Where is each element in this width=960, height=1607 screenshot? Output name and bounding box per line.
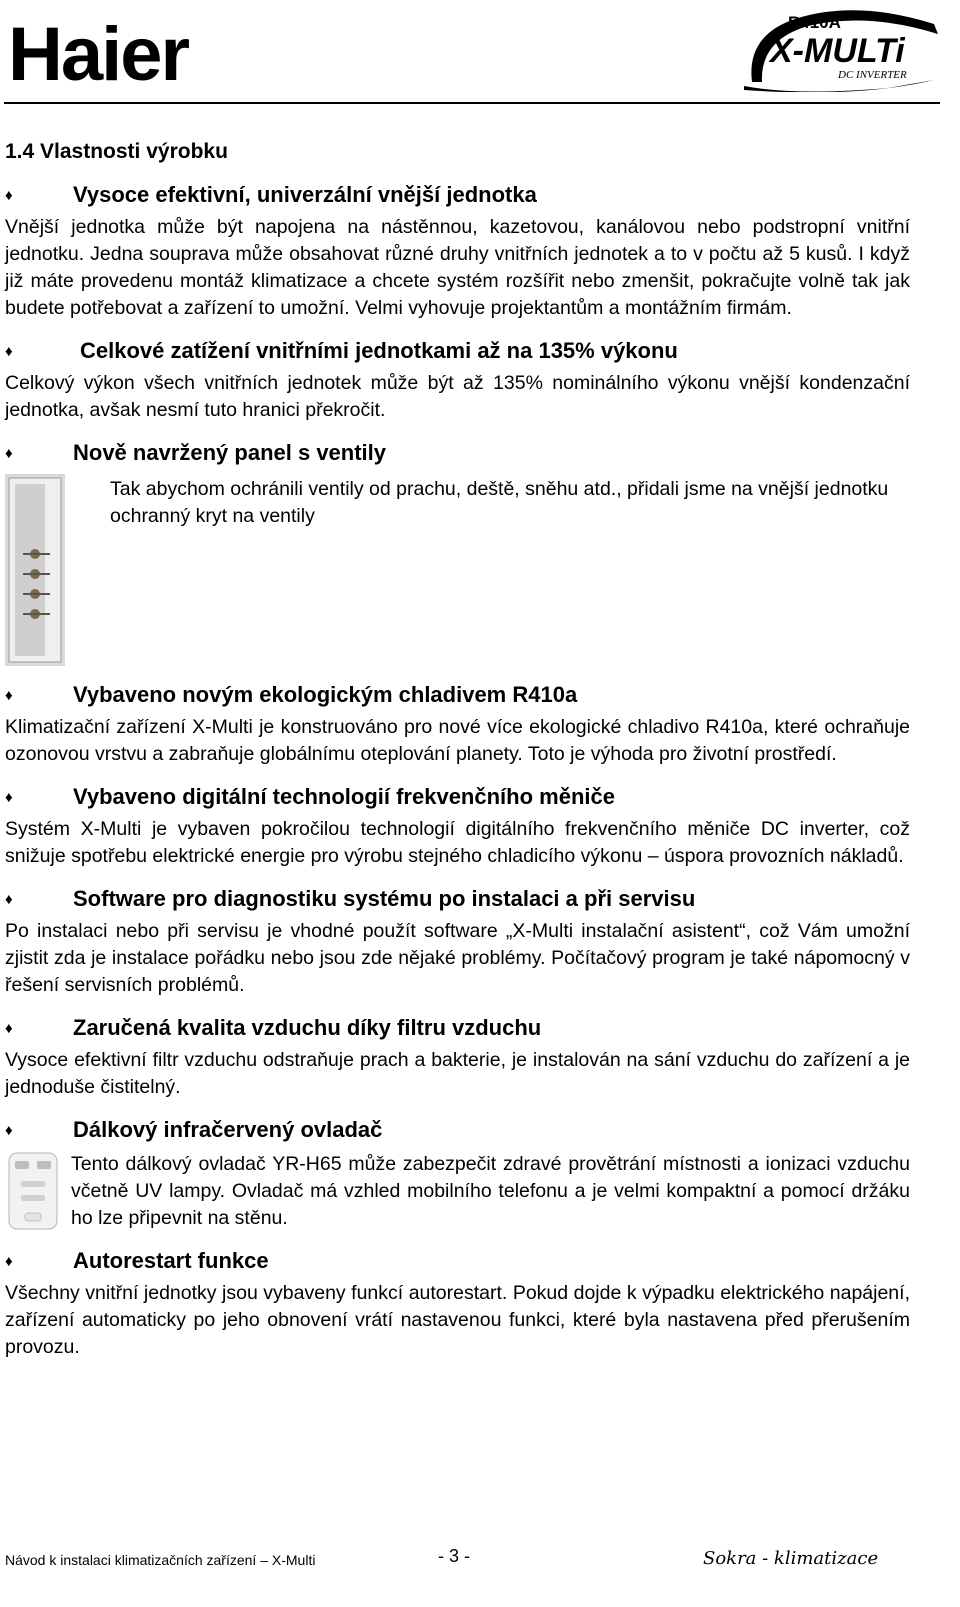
diamond-bullet-icon: ♦ bbox=[5, 444, 13, 462]
diamond-bullet-icon: ♦ bbox=[5, 686, 13, 704]
diamond-bullet-icon: ♦ bbox=[5, 788, 13, 806]
diamond-bullet-icon: ♦ bbox=[5, 890, 13, 908]
feature-title: Zaručená kvalita vzduchu díky filtru vzduchu bbox=[73, 1015, 542, 1040]
feature-item bbox=[5, 336, 910, 424]
feature-title: Nově navržený panel s ventily bbox=[73, 440, 387, 465]
feature-text: Vnější jednotka může být napojena na nástěnnou, kazetovou, kanálovou nebo podstropní vnitřní jednotku. Jedna souprava může obsahovat různé druhy vnitřních jednotek a to v počtu až 5 kusů. I když již máte provedenu montáž klimatizace a chcete systém rozšířit nebo zmenšit, pokračujte volně tak jak budete potřebovat a zařízení to umožní. Velmi vyhovuje projektantům a montážním firmám. bbox=[5, 216, 910, 319]
diamond-bullet-icon: ♦ bbox=[5, 186, 13, 204]
badge-refrigerant: R410A bbox=[788, 13, 841, 32]
feature-text: Vysoce efektivní filtr vzduchu odstraňuje prach a bakterie, je instalován na sání vzduchu do zařízení a je jednoduše čistitelný. bbox=[5, 1049, 910, 1098]
feature-title: Celkové zatížení vnitřními jednotkami až na 135% výkonu bbox=[80, 338, 678, 363]
feature-text: Po instalaci nebo při servisu je vhodné použít software „X-Multi instalační asistent“, což Vám umožní zjistit zda je instalace pořádku nebo jsou zde nějaké problémy. Počítačový program je také nápomocný v řešení servisních problémů. bbox=[5, 920, 910, 996]
section-title: 1.4 Vlastnosti výrobku bbox=[5, 140, 228, 163]
feature-item bbox=[5, 180, 910, 322]
haier-logo-text: Haier bbox=[8, 18, 189, 88]
feature-text: Tento dálkový ovladač YR-H65 může zabezpečit zdravé provětrání místnosti a ionizaci vzduchu včetně UV lampy. Ovladač má vzhled mobilního telefonu a je velmi kompaktní a pomocí držáku ho lze připevnit na stěnu. bbox=[71, 1153, 910, 1229]
feature-text: Systém X-Multi je vybaven pokročilou technologií digitálního frekvenčního měniče DC inverter, což snižuje spotřebu elektrické energie pro výrobu stejného chladicího výkonu – úspora provozních nákladů. bbox=[5, 818, 910, 867]
diamond-bullet-icon: ♦ bbox=[5, 342, 13, 360]
badge-subtitle: DC INVERTER bbox=[838, 69, 907, 81]
badge-underline bbox=[744, 80, 934, 92]
feature-item bbox=[5, 1013, 910, 1101]
page-footer bbox=[5, 1546, 935, 1576]
feature-item bbox=[5, 782, 910, 870]
feature-text: Tak abychom ochránili ventily od prachu, deště, sněhu atd., přidali jsme na vnější jednotku ochranný kryt na ventily bbox=[110, 478, 889, 527]
valve-panel-image bbox=[5, 474, 65, 666]
haier-logo bbox=[8, 18, 233, 88]
feature-item bbox=[5, 680, 910, 768]
feature-item bbox=[5, 884, 910, 999]
feature-item bbox=[5, 1115, 910, 1232]
page-header bbox=[0, 0, 960, 105]
feature-text: Klimatizační zařízení X-Multi je konstruováno pro nové více ekologické chladivo R410a, které ochraňuje ozonovou vrstvu a zabraňuje globálnímu oteplování planety. Toto je výhoda pro životní prostředí. bbox=[5, 716, 910, 765]
feature-title: Autorestart funkce bbox=[73, 1248, 269, 1273]
feature-title: Software pro diagnostiku systému po instalaci a při servisu bbox=[73, 886, 696, 911]
badge-title: X-MULTi bbox=[770, 32, 905, 70]
feature-section bbox=[5, 140, 910, 1375]
feature-title: Vysoce efektivní, univerzální vnější jednotka bbox=[73, 182, 537, 207]
feature-item bbox=[5, 438, 910, 666]
feature-text: Celkový výkon všech vnitřních jednotek může být až 135% nominálního výkonu vnější kondenzační jednotka, avšak nesmí tuto hranici překročit. bbox=[5, 372, 910, 421]
footer-document-title: Návod k instalaci klimatizačních zařízení – X-Multi bbox=[5, 1552, 316, 1568]
feature-text: Všechny vnitřní jednotky jsou vybaveny funkcí autorestart. Pokud dojde k výpadku elektrického napájení, zařízení automaticky po jeho obnovení vrátí nastavenou funkci, které byla nastavena před přerušením provozu. bbox=[5, 1282, 910, 1358]
footer-company: Sokra - klimatizace bbox=[703, 1548, 879, 1569]
diamond-bullet-icon: ♦ bbox=[5, 1019, 13, 1037]
feature-title: Dálkový infračervený ovladač bbox=[73, 1117, 383, 1142]
feature-item bbox=[5, 1246, 910, 1361]
x-multi-badge bbox=[738, 4, 948, 92]
diamond-bullet-icon: ♦ bbox=[5, 1121, 13, 1139]
header-rule bbox=[4, 102, 940, 104]
remote-controller-image bbox=[7, 1151, 59, 1231]
feature-title: Vybaveno digitální technologií frekvenčního měniče bbox=[73, 784, 615, 809]
page-number: - 3 - bbox=[438, 1546, 471, 1566]
diamond-bullet-icon: ♦ bbox=[5, 1252, 13, 1270]
feature-title: Vybaveno novým ekologickým chladivem R410a bbox=[73, 682, 578, 707]
